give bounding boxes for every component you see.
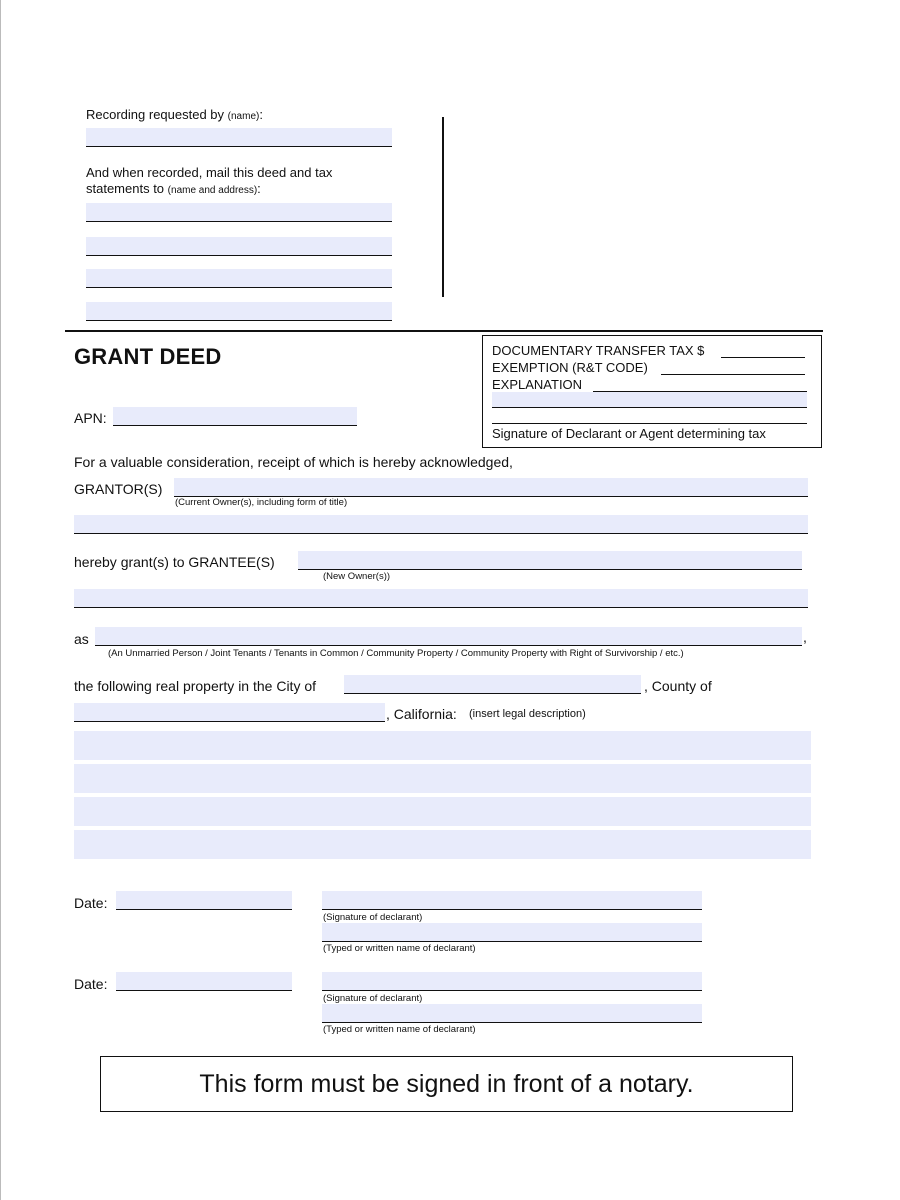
county-field[interactable] bbox=[74, 703, 385, 722]
recording-requested-field[interactable] bbox=[86, 128, 392, 147]
mail-label-colon: : bbox=[257, 181, 261, 196]
mail-address-field-1[interactable] bbox=[86, 203, 392, 222]
explanation-field-1[interactable] bbox=[593, 377, 807, 392]
transfer-tax-box bbox=[482, 335, 822, 448]
notary-notice-text: This form must be signed in front of a notary. bbox=[199, 1069, 694, 1098]
ownership-form-field[interactable] bbox=[95, 627, 802, 646]
mail-label-line1: And when recorded, mail this deed and tax bbox=[86, 165, 333, 180]
city-field[interactable] bbox=[344, 675, 641, 694]
mail-address-field-4[interactable] bbox=[86, 302, 392, 321]
mail-label-note: (name and address) bbox=[167, 185, 258, 196]
as-comma: , bbox=[803, 629, 807, 645]
recording-divider bbox=[442, 117, 444, 297]
date-label-1: Date: bbox=[74, 895, 108, 911]
county-label: , County of bbox=[644, 678, 712, 694]
exemption-label: EXEMPTION (R&T CODE) bbox=[492, 360, 648, 375]
transfer-tax-amount-field[interactable] bbox=[721, 343, 805, 358]
explanation-field-2[interactable] bbox=[492, 392, 807, 408]
mail-address-field-2[interactable] bbox=[86, 237, 392, 256]
recording-requested-colon: : bbox=[259, 107, 263, 122]
mail-address-field-3[interactable] bbox=[86, 269, 392, 288]
california-label: , California: bbox=[386, 706, 457, 722]
declarant-name-field-2[interactable] bbox=[322, 1004, 702, 1023]
grantee-label: hereby grant(s) to GRANTEE(S) bbox=[74, 554, 275, 570]
legal-description-line-1[interactable] bbox=[74, 731, 811, 760]
declarant-name-note-1: (Typed or written name of declarant) bbox=[323, 943, 476, 954]
legal-description-line-3[interactable] bbox=[74, 797, 811, 826]
exemption-field[interactable] bbox=[661, 360, 805, 375]
declarant-signature-field-1[interactable] bbox=[322, 891, 702, 910]
property-city-label: the following real property in the City of bbox=[74, 678, 317, 694]
ownership-form-note: (An Unmarried Person / Joint Tenants / Tenants in Common / Community Property / Community Property with Right of Survivorship / etc.) bbox=[108, 648, 684, 659]
declarant-signature-note-2: (Signature of declarant) bbox=[323, 993, 423, 1004]
declarant-signature-label: Signature of Declarant or Agent determining tax bbox=[492, 426, 766, 441]
date-label-2: Date: bbox=[74, 976, 108, 992]
date-field-2[interactable] bbox=[116, 972, 292, 991]
transfer-tax-label: DOCUMENTARY TRANSFER TAX $ bbox=[492, 343, 705, 358]
grantor-field-2[interactable] bbox=[74, 515, 808, 534]
legal-description-line-4[interactable] bbox=[74, 830, 811, 859]
explanation-label: EXPLANATION bbox=[492, 377, 583, 392]
recording-requested-text: Recording requested by bbox=[86, 107, 225, 122]
apn-label: APN: bbox=[74, 410, 107, 426]
grantor-note: (Current Owner(s), including form of title) bbox=[175, 497, 348, 508]
consideration-text: For a valuable consideration, receipt of which is hereby acknowledged, bbox=[74, 454, 513, 470]
grantee-field[interactable] bbox=[298, 551, 802, 570]
declarant-signature-field-2[interactable] bbox=[322, 972, 702, 991]
header-rule bbox=[65, 330, 823, 332]
grantor-field[interactable] bbox=[174, 478, 808, 497]
declarant-name-note-2: (Typed or written name of declarant) bbox=[323, 1024, 476, 1035]
notary-notice bbox=[100, 1056, 793, 1112]
declarant-signature-note-1: (Signature of declarant) bbox=[323, 912, 423, 923]
declarant-name-field-1[interactable] bbox=[322, 923, 702, 942]
grantor-label: GRANTOR(S) bbox=[74, 481, 163, 497]
grantee-field-2[interactable] bbox=[74, 589, 808, 608]
legal-description-note: (insert legal description) bbox=[469, 708, 586, 720]
mail-label-text: statements to bbox=[86, 181, 165, 196]
explanation-field-3[interactable] bbox=[492, 408, 807, 424]
page-title: GRANT DEED bbox=[74, 344, 222, 369]
legal-description-line-2[interactable] bbox=[74, 764, 811, 793]
recording-requested-label bbox=[86, 107, 263, 122]
mail-label-line2 bbox=[86, 181, 261, 196]
as-label: as bbox=[74, 631, 89, 647]
apn-field[interactable] bbox=[113, 407, 357, 426]
page-edge bbox=[0, 0, 1, 1200]
recording-requested-note: (name) bbox=[227, 111, 260, 122]
grantee-note: (New Owner(s)) bbox=[323, 571, 391, 582]
date-field-1[interactable] bbox=[116, 891, 292, 910]
